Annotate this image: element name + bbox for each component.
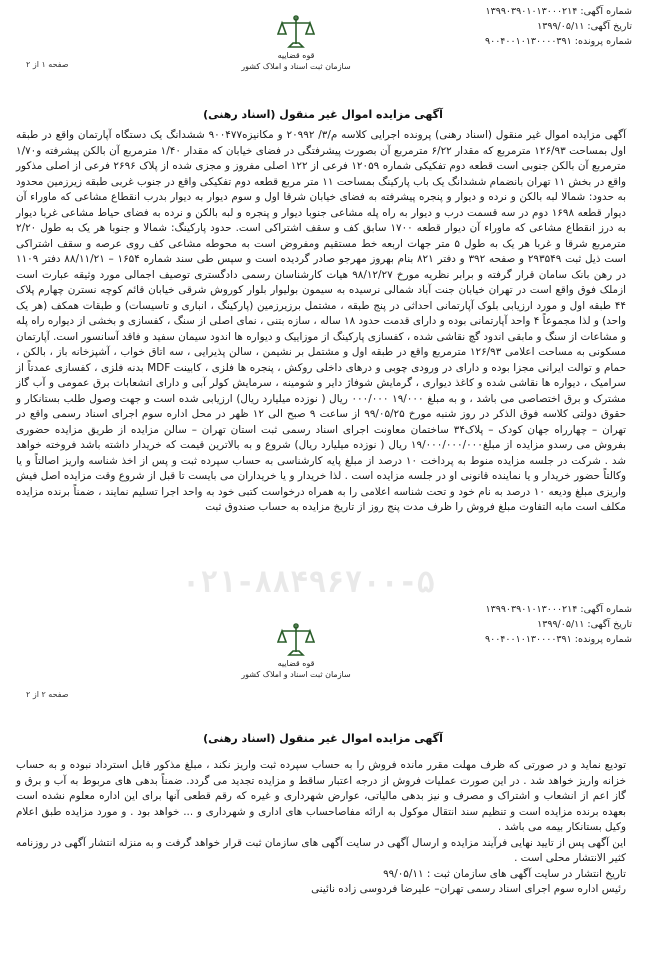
judiciary-emblem xyxy=(236,14,356,72)
notice-page-2 xyxy=(0,598,646,954)
meta-case-number: شماره پرونده: ۹۰۰۴۰۰۱۰۱۳۰۰۰۰۳۹۱ xyxy=(485,36,632,47)
judiciary-emblem xyxy=(236,622,356,680)
emblem-subtitle: سازمان ثبت اسناد و املاک کشور xyxy=(241,670,351,679)
publication-date: تاریخ انتشار در سایت آگهی های سازمان ثبت : ۹۹/۰۵/۱۱ xyxy=(383,867,626,880)
scales-of-justice-icon xyxy=(277,622,315,658)
notice-body-continued xyxy=(16,758,626,898)
emblem-caption: قوه قضاییه xyxy=(277,659,315,668)
page-number: صفحه ۱ از ۲ xyxy=(26,60,69,69)
emblem-subtitle: سازمان ثبت اسناد و املاک کشور xyxy=(241,62,351,71)
emblem-caption: قوه قضاییه xyxy=(277,51,315,60)
body-paragraph: تودیع نماید و در صورتی که ظرف مهلت مقرر مانده فروش را به حساب سپرده ثبت واریز نکند ، مبلغ مذکور قابل استرداد نبوده و به حساب خزانه واریز خواهد شد . در این صورت عملیات فروش از درجه اعتبار ساقط و مزایده تجدید می گردد. ضمناً بدهی های مربوط به آب و برق و گاز اعم از انشعاب و اشتراک و مصرف و نیز بدهی مالیاتی، عوارض شهرداری و غیره که رقم قطعی آنها برای این اداره معلوم نشده است بعهده برنده مزایده است و تنظیم سند انتقال موکول به ارائه مفاصاحساب های اداری و شهرداری و ... خواهد بود . و مورد مزایده طبق اعلام وکیل بستانکار بیمه می باشد . xyxy=(16,759,626,833)
notice-title: آگهی مزایده اموال غیر منقول (اسناد رهنی) xyxy=(203,732,443,745)
notice-body: آگهی مزایده اموال غیر منقول (اسناد رهنی) پرونده اجرایی کلاسه م/۳/ ۲۰۹۹۲ و مکانیزه۹۰۰۴۷۷ ششدانگ یک دستگاه آپارتمان واقع در طبقه اول بمساحت ۱۲۶/۹۳ مترمربع که مقدار ۶/۲۲ مترمربع آن بصورت پیشرفتگی در فضای خیابان که مقدار ۱/۴۰ مترمربع آن بالکن پیشرفته و۱/۷۰ مترمربع آن بالکن جنوبی است قطعه دوم تفکیکی شماره ۱۲۰۵۹ فرعی از ۱۲۲ اصلی مفروز و مجزی شده از پلاک ۲۶۹۶ فرعی از اصلی مذکور واقع در بخش ۱۱ تهران بانضمام ششدانگ یک باب پارکینگ بمساحت ۱۱ متر مربع قطعه دوم تفکیکی واقع در جنوب غربی طبقه زیرزمین محدود به حدود: شمالا لبه بالکن و نرده و دیوار و پنجره پیشرفته به فضای خیابان شرقا اول و سوم دیوار به دیوار بدرب انقطاع مشاعی که ماوراء آن دیوار قطعه ۱۶۹۸ دوم در سه قسمت درب و دیوار به راه پله مشاعی جنوبا دیوار و پنجره و لبه بالکن و نرده به فضای حیاط مشاعی غربا دیوار به درز انقطاع مشاعی که ماوراء آن دیوار قطعه ۱۷۰۰ سابق کف و سقف اشتراکی است. حدود پارکینگ: شمالا و جنوبا هر یک به طول ۲/۲۰ مترمربع شرقا و غربا هر یک به طول ۵ متر جهات اربعه خط مستقیم ومفروض است به محوطه مشاعی کف روی عرصه و سقف اشتراکی است ذیل ثبت ۲۹۳۵۴۹ و صفحه ۳۹۲ و دفتر ۸۲۱ بنام بهروز مهرجو صادر گردیده است و سپس طی سند شماره ۱۶۵۴ – ۸۸/۱۱/۲۱ دفتر ۱۱۰۹ در رهن بانک سامان قرار گرفته و برابر نظریه مورخ ۹۸/۱۲/۲۷ هیات کارشناسان رسمی دادگستری توصیف اجمالی مورد وثیقه عبارت است ازملک فوق واقع است در تهران خیابان جنت آباد شمالی نرسیده به سیمون بولیوار بلوار کوروش شرقی خیابان قائم کوچه نسترن چهارم پلاک ۴۴ طبقه اول و مورد ارزیابی بلوک آپارتمانی احداثی در پنج طبقه ، مشتمل برزیرزمین (پارکینگ ، انباری و تاسیسات) و طبقات همکف (هر یک واحد) و لذا مجموعاً ۴ واحد آپارتمانی بوده و دارای قدمت حدود ۱۸ ساله ، سازه بتنی ، نمای اصلی از سنگ ، کفسازی و بخشی از دیواره راه پله و مشاعات از سنگ و مابقی اندود گچ نقاشی شده ، کفسازی پارکینگ از موزاییک و دیواره ها اندود سیمان سفید و فاقد آسانسور است. آپارتمان مسکونی به مساحت اعلامی ۱۲۶/۹۳ مترمربع واقع در طبقه اول و مشتمل بر نشیمن ، سالن پذیرایی ، سه اتاق خواب ، آشپزخانه باز ، بالکن ، حمام و توالت ایرانی مجزا بوده و دارای در ورودی چوبی و درهای داخلی روکش ، پنجره ها فلزی ، کابینت MDF بدنه فلزی ، کفسازی عمدتاً از سرامیک ، دیواره ها نقاشی شده و کاغذ دیواری ، گرمایش شوفاژ دایر و شومینه ، سرمایش کولر آبی و دارای انشعابات برق عمومی و آب گاز مشترک و برق اختصاصی می باشد ، و به مبلغ ۱۹/۰۰۰ ۰۰۰/۰۰۰ ریال ( نوزده میلیارد ریال) ارزیابی شده است و جهت وصول طلب بستانکار و حقوق دولتی کلاسه فوق الذکر در روز شنبه مورخ ۹۹/۰۵/۲۵ از ساعت ۹ صبح الی ۱۲ ظهر در محل اداره سوم اجرای اسناد رسمی واقع در تهران – چهارراه جهان کودک – پلاک۳۴ ساختمان معاونت اجرای اسناد رسمی ثبت استان تهران – سالن مزایده از طریق مزایده حضوری بفروش می رسدو مزایده از مبلغ۱۹/۰۰۰/۰۰۰/۰۰۰ ریال ( نوزده میلیارد ریال) شروع و به بالاترین قیمت که خریدار داشته باشد فروخته خواهد شد . شرکت در جلسه مزایده منوط به پرداخت ۱۰ درصد از مبلغ پایه کارشناسی به حساب سپرده ثبت و پس از اخذ شناسه واریز اصالتاً و یا وکالتاً حضور خریدار و یا نماینده قانونی او در جلسه مزایده است . لذا خریدار و یا خریداران می بایست تا قبل از شروع وقت مزایده اصل فیش واریزی مبلغ ودیعه ۱۰ درصد به نام خود و تحت شناسه اعلامی را به همراه درخواست کتبی خود به واحد اجرا تسلیم نمایند ، ضمناً برنده مزایده مکلف است مابه التفاوت مبلغ فروش را ظرف مدت پنج روز از تاریخ مزایده به حساب صندوق ثبت xyxy=(16,129,626,513)
publication-note: این آگهی پس از تایید نهایی فرآیند مزایده و ارسال آگهی در سایت آگهی های سازمان ثبت قرار خواهد گرفت و به منزله انتشار آگهی در روزنامه کثیر الانتشار محلی است . xyxy=(16,836,626,864)
scales-of-justice-icon xyxy=(277,14,315,50)
meta-notice-number: شماره آگهی: ۱۳۹۹۰۳۹۰۱۰۱۳۰۰۰۲۱۴ xyxy=(485,6,632,17)
notice-meta xyxy=(485,602,632,647)
notice-meta xyxy=(485,4,632,49)
phone-watermark: ۰۲۱-۸۸۴۹۶۷۰۰-۵ xyxy=(182,565,435,600)
meta-notice-number: شماره آگهی: ۱۳۹۹۰۳۹۰۱۰۱۳۰۰۰۲۱۴ xyxy=(485,604,632,615)
meta-notice-date: تاریخ آگهی: ۱۳۹۹/۰۵/۱۱ xyxy=(537,619,632,630)
meta-notice-date: تاریخ آگهی: ۱۳۹۹/۰۵/۱۱ xyxy=(537,21,632,32)
page-number: صفحه ۲ از ۲ xyxy=(26,690,69,699)
notice-title: آگهی مزایده اموال غیر منقول (اسناد رهنی) xyxy=(203,108,443,121)
signatory: رئیس اداره سوم اجرای اسناد رسمی تهران– علیرضا فردوسی زاده نائینی xyxy=(311,883,626,895)
meta-case-number: شماره پرونده: ۹۰۰۴۰۰۱۰۱۳۰۰۰۰۳۹۱ xyxy=(485,634,632,645)
